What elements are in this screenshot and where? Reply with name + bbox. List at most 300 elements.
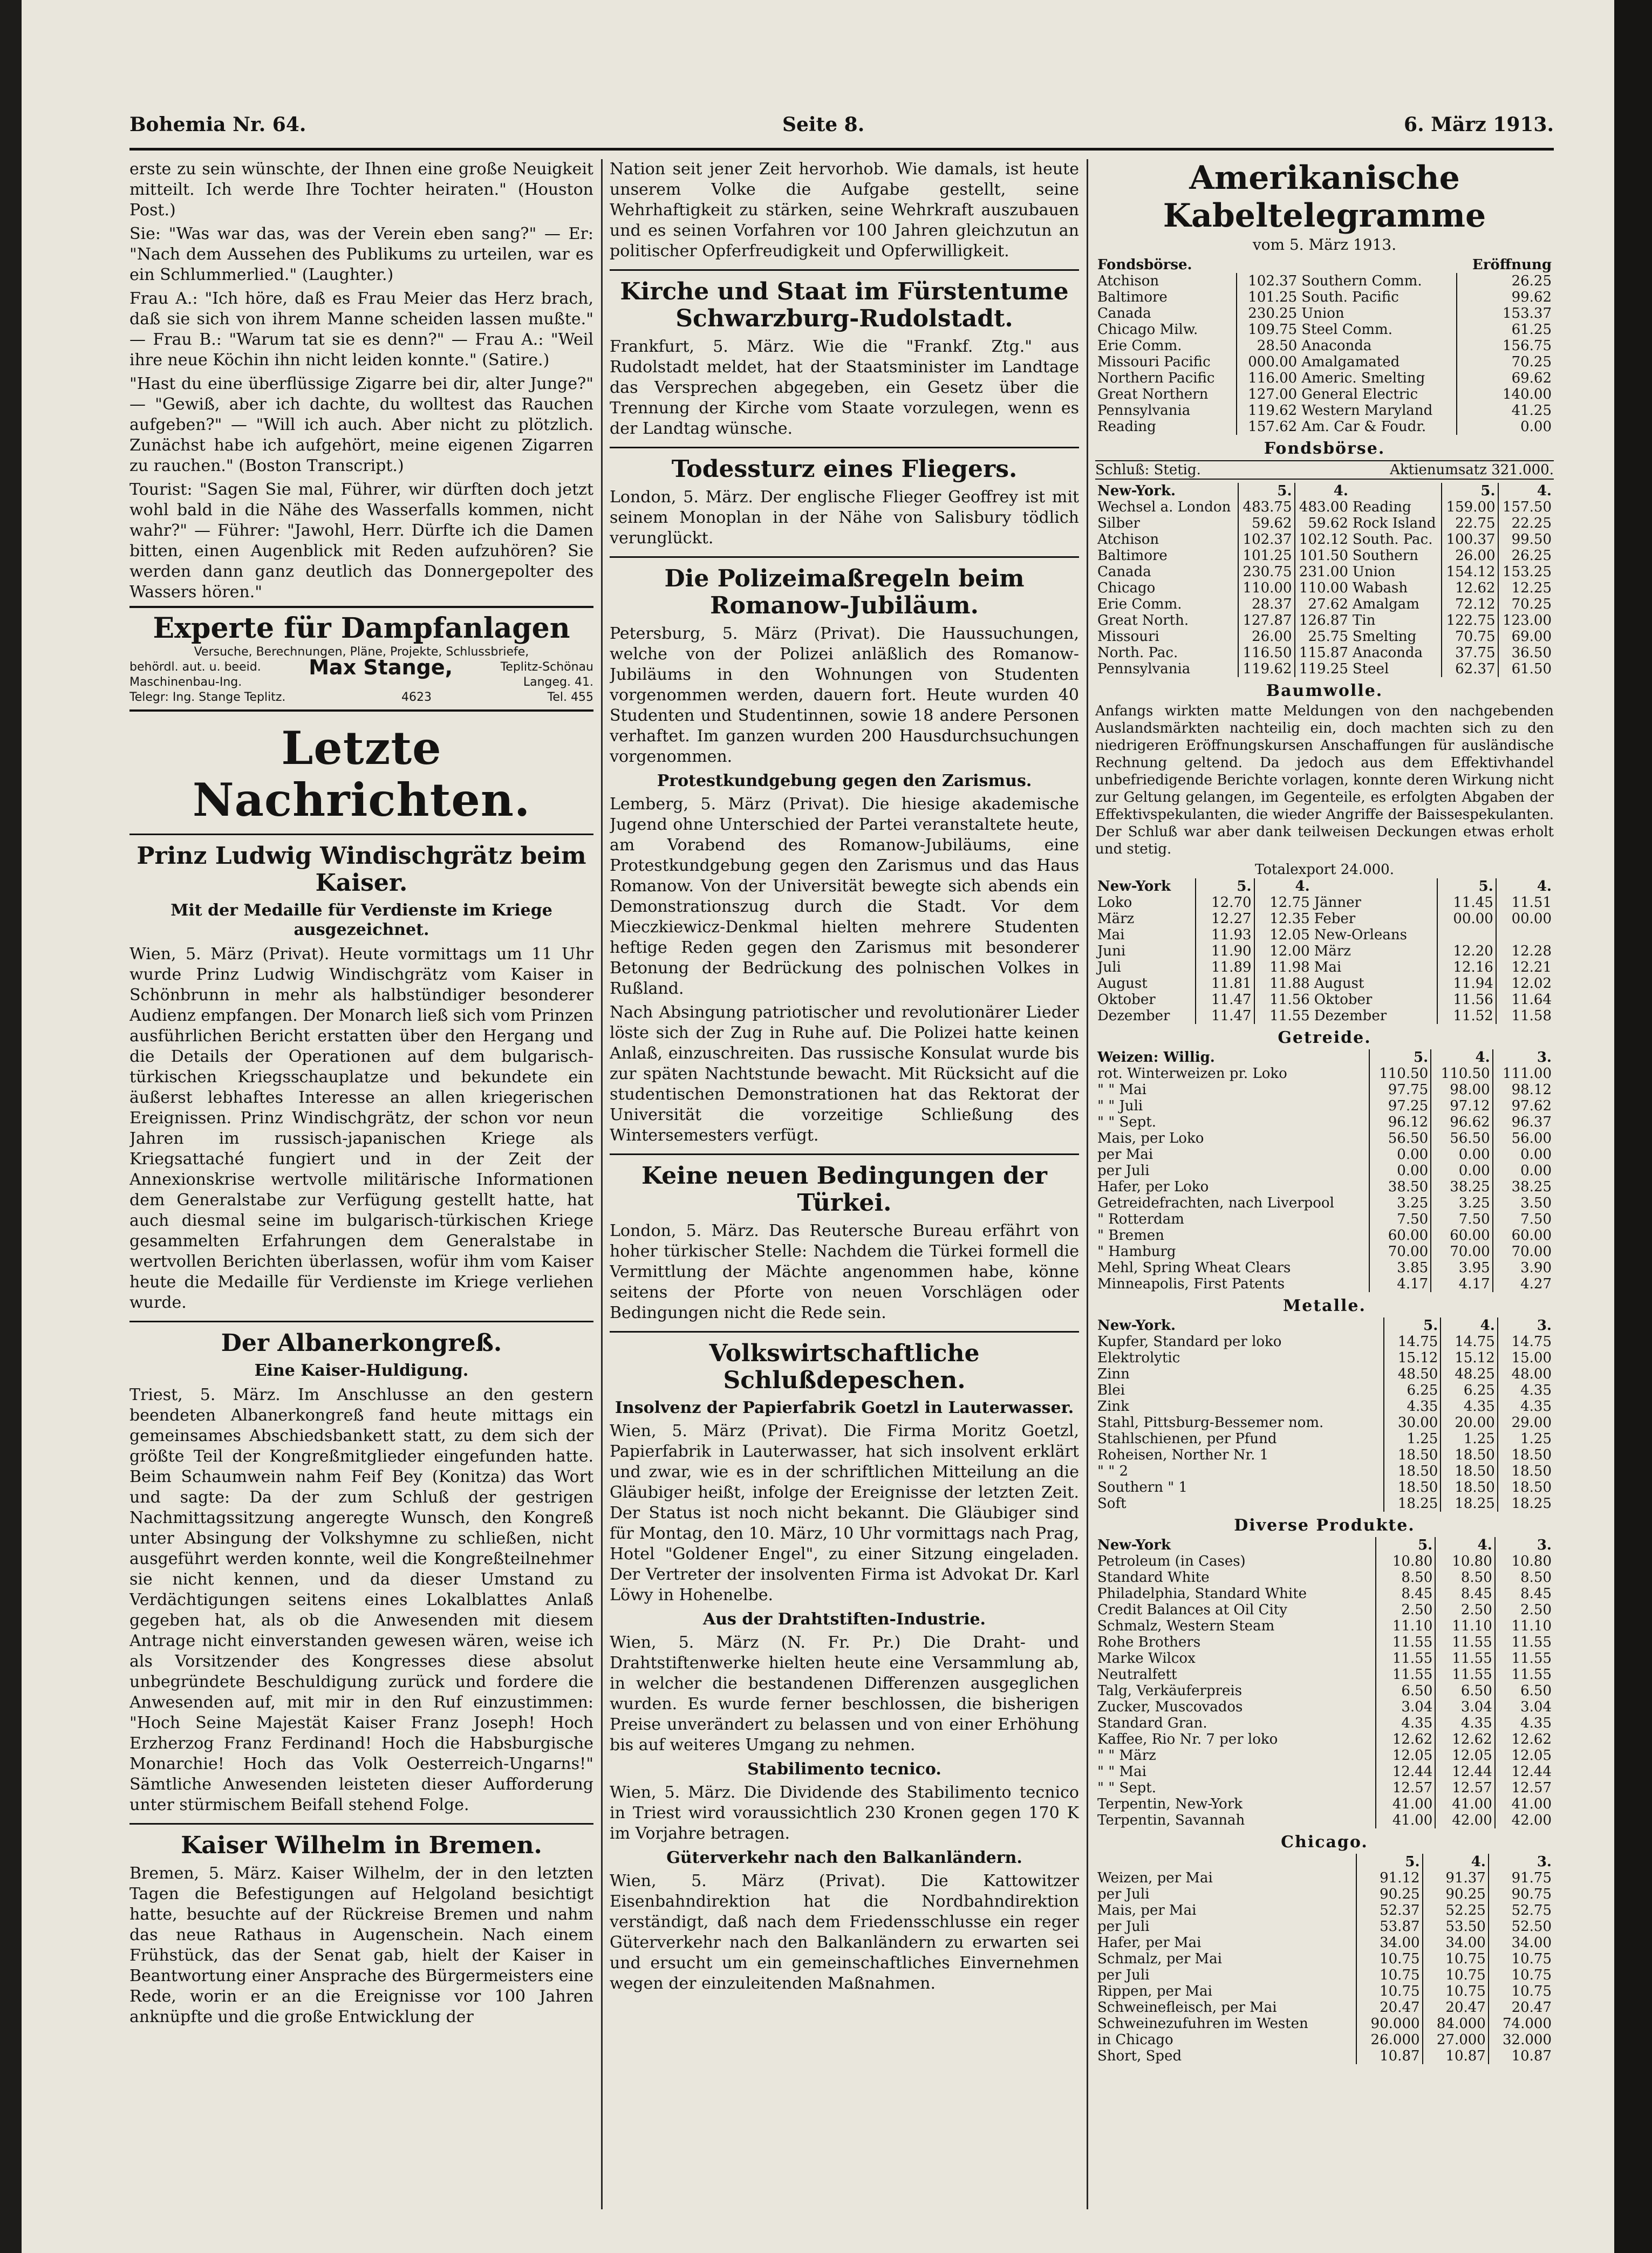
table-cell: Marke Wilcox xyxy=(1097,1650,1196,1667)
table-cell: 61.50 xyxy=(1498,661,1554,677)
table-cell: 10.75 xyxy=(1489,1951,1554,1967)
table-cell: 20.47 xyxy=(1423,1999,1489,2016)
table-cell: 10.75 xyxy=(1489,1983,1554,1999)
article-text: Lemberg, 5. März (Privat). Die hiesige akademische Jugend ohne Unterschied der Partei veranstaltete heute, am Vorabend des Romanow-Jubiläums, eine Protestkundgebung gegen den Zarismus und das Haus Romanow. Von der Universität bewegte sich abends ein Demonstrationszug durch die Stadt. Vor dem Mieczkiewicz-Denkmal hielten mehrere Studenten heftige Reden gegen den Zarismus mit besonderer Betonung der Bedrückung des polnischen Volkes in Rußland. xyxy=(610,795,1079,998)
article-title: Prinz Ludwig Windischgrätz beim Kaiser. xyxy=(136,842,586,897)
table-cell: 84.000 xyxy=(1423,2016,1489,2032)
table-cell: Talg, Verkäuferpreis xyxy=(1097,1683,1243,1699)
table-cell: 8.50 xyxy=(1376,1569,1436,1586)
table-header-cell xyxy=(1095,1854,1356,1870)
table-header-cell: 4. xyxy=(1441,1317,1497,1334)
article-subtitle: Eine Kaiser-Huldigung. xyxy=(254,1361,469,1380)
table-cell: 12.21 xyxy=(1496,959,1554,975)
table-row xyxy=(1095,629,1554,645)
table-row xyxy=(1095,1227,1554,1244)
table-cell: 11.56 xyxy=(1254,992,1312,1008)
table-cell: 11.64 xyxy=(1496,992,1554,1008)
table-row xyxy=(1095,1415,1554,1431)
table-section-title: Fondsbörse. xyxy=(1264,439,1385,458)
table-header-cell: 5. xyxy=(1437,878,1496,895)
table-cell: South. Pacific xyxy=(1301,289,1399,305)
table-row xyxy=(1095,1366,1554,1382)
table-row xyxy=(1095,1569,1554,1586)
table-cell: " " 2 xyxy=(1097,1463,1128,1479)
table-cell: 18.50 xyxy=(1441,1447,1497,1463)
table-header-cell: 3. xyxy=(1489,1854,1554,1870)
table-row xyxy=(1095,531,1554,548)
table-cell: 97.75 xyxy=(1369,1082,1431,1098)
table-header-cell: 3. xyxy=(1498,1317,1554,1334)
table-cell: 3.50 xyxy=(1493,1195,1554,1211)
table-cell: 90.000 xyxy=(1356,2016,1422,2032)
table-section-title: Baumwolle. xyxy=(1266,681,1383,700)
table-cell: Steel Comm. xyxy=(1301,322,1392,338)
table-cell: 96.62 xyxy=(1431,1114,1492,1130)
table-cell: Missouri xyxy=(1097,629,1159,645)
table-cell: " " Juli xyxy=(1097,1098,1143,1114)
page-header xyxy=(129,108,1554,146)
table-cell: 11.45 xyxy=(1437,895,1496,911)
table-cell: 12.44 xyxy=(1435,1764,1495,1780)
table-cell: 100.37 xyxy=(1442,531,1498,548)
table-cell: 53.50 xyxy=(1423,1919,1489,1935)
table-cell: 18.25 xyxy=(1384,1496,1441,1512)
table-cell: 0.00 xyxy=(1369,1163,1431,1179)
table-cell: 7.50 xyxy=(1369,1211,1431,1227)
divider xyxy=(129,1823,593,1825)
table-cell: 110.50 xyxy=(1369,1066,1431,1082)
table-cell: 18.50 xyxy=(1498,1447,1554,1463)
table-cell: 3.04 xyxy=(1376,1699,1436,1715)
table-cell: 156.75 xyxy=(1457,338,1554,354)
table-cell: 1.25 xyxy=(1498,1431,1554,1447)
table-cell: 11.90 xyxy=(1196,943,1254,959)
table-header-cell: New-York xyxy=(1097,878,1171,895)
table-cell: Am. Car & Foudr. xyxy=(1301,419,1426,435)
table-cell: 90.75 xyxy=(1489,1886,1554,1902)
table-cell: Amalgam xyxy=(1352,596,1419,612)
table-row xyxy=(1095,1618,1554,1634)
table-cell: Southern xyxy=(1352,548,1418,564)
table-cell: 157.62 xyxy=(1237,419,1299,435)
table-cell: Juni xyxy=(1097,943,1126,959)
table-cell: 00.00 xyxy=(1437,911,1496,927)
article-text: London, 5. März. Das Reutersche Bureau erfährt von hoher türkischer Stelle: Nachdem die Türkei formell die Vermittlung der Mächte angenommen habe, könne seitens der Pforte von neuen Vorschlägen oder Bedingungen nicht die Rede sein. xyxy=(610,1221,1079,1322)
table-cell: Schweinefleisch, per Mai xyxy=(1097,1999,1277,2016)
table-cell: Steel xyxy=(1352,661,1389,677)
table-row xyxy=(1095,1146,1554,1163)
table-cell: 98.00 xyxy=(1431,1082,1492,1098)
table-cell: Great Northern xyxy=(1097,386,1209,402)
table-cell: Roheisen, Norther Nr. 1 xyxy=(1097,1447,1269,1463)
table-cell: Atchison xyxy=(1097,273,1159,289)
table-row xyxy=(1095,1179,1554,1195)
table-cell: 3.04 xyxy=(1435,1699,1495,1715)
table-cell: 48.25 xyxy=(1441,1366,1497,1382)
table-cell: Juli xyxy=(1097,959,1121,975)
table-cell: 8.45 xyxy=(1495,1586,1554,1602)
scan-edge-left xyxy=(0,0,22,2253)
table-cell: South. Pac. xyxy=(1352,531,1433,548)
table-row xyxy=(1095,1650,1554,1667)
table-cell: 20.47 xyxy=(1356,1999,1422,2016)
table-cell: 1.25 xyxy=(1441,1431,1497,1447)
table-row xyxy=(1095,1098,1554,1114)
divider xyxy=(610,1331,1079,1333)
table-cell: Blei xyxy=(1097,1382,1125,1398)
table-cell: 3.90 xyxy=(1493,1260,1554,1276)
table-cell: 119.25 xyxy=(1295,661,1350,677)
table-cell: Reading xyxy=(1352,499,1411,515)
table-cell: 11.55 xyxy=(1435,1650,1495,1667)
table-row xyxy=(1095,927,1554,943)
table-row xyxy=(1095,1983,1554,1999)
table-header-cell: 5. xyxy=(1376,1537,1436,1553)
table-cell: per Juli xyxy=(1097,1919,1150,1935)
table-header: Eröffnung xyxy=(1472,257,1552,273)
table-cell: New-Orleans xyxy=(1314,927,1407,943)
article-text: Frankfurt, 5. März. Wie die "Frankf. Ztg." aus Rudolstadt meldet, hat der Staatsminister im Landtage das Versprechen abgegeben, ein Gesetz über die Trennung der Kirche vom Staate vorzulegen, wenn es der Landtag wünsche. xyxy=(610,337,1079,438)
table-cell: 12.27 xyxy=(1196,911,1254,927)
table-cell: 10.75 xyxy=(1489,1967,1554,1983)
table-cell: 18.50 xyxy=(1498,1463,1554,1479)
table-cell: 00.00 xyxy=(1496,911,1554,927)
table-cell: 41.00 xyxy=(1435,1796,1495,1812)
table-row xyxy=(1095,370,1554,386)
table-cell: 115.87 xyxy=(1295,645,1350,661)
table-header-cell: New-York. xyxy=(1097,483,1176,499)
table-cell: Elektrolytic xyxy=(1097,1350,1180,1366)
table-cell: Standard Gran. xyxy=(1097,1715,1207,1731)
grain-table xyxy=(1095,1049,1554,1292)
table-cell: Schweinezufuhren im Westen xyxy=(1097,2016,1308,2032)
table-cell: 11.55 xyxy=(1495,1634,1554,1650)
table-row xyxy=(1095,515,1554,531)
table-cell: August xyxy=(1314,975,1364,992)
table-cell: 70.25 xyxy=(1457,354,1554,370)
table-row xyxy=(1095,1699,1554,1715)
table-cell: 101.25 xyxy=(1238,548,1294,564)
table-cell: " " Sept. xyxy=(1097,1780,1157,1796)
table-row xyxy=(1095,1334,1554,1350)
table-cell: 26.00 xyxy=(1238,629,1294,645)
anecdote: "Hast du eine überflüssige Zigarre bei dir, alter Junge?" — "Gewiß, aber ich dachte, du wolltest das Rauchen aufgeben?" — "Will ich auch. Aber nicht zu plötzlich. Zunächst habe ich aufgehört, meine eigenen Zigarren zu rauchen." (Boston Transcript.) xyxy=(129,374,593,475)
scan-edge-right xyxy=(1614,0,1652,2253)
ad-contact-row xyxy=(129,690,593,705)
table-cell: 11.10 xyxy=(1495,1618,1554,1634)
cotton-table xyxy=(1095,878,1554,1024)
ad-city: Teplitz-Schönau xyxy=(500,660,593,674)
table-cell: 11.98 xyxy=(1254,959,1312,975)
table-cell: 11.88 xyxy=(1254,975,1312,992)
divider xyxy=(129,834,593,835)
table-cell: " " März xyxy=(1097,1747,1156,1764)
table-row xyxy=(1095,1382,1554,1398)
table-cell: 10.75 xyxy=(1423,1967,1489,1983)
table-cell: 11.93 xyxy=(1196,927,1254,943)
table-cell: 59.62 xyxy=(1295,515,1350,531)
table-cell: 3.95 xyxy=(1431,1260,1492,1276)
table-cell: 11.81 xyxy=(1196,975,1254,992)
market-close-status: Schluß: Stetig. xyxy=(1095,462,1201,478)
table-cell: 91.12 xyxy=(1356,1870,1422,1886)
table-cell: 140.00 xyxy=(1457,386,1554,402)
table-cell: Hafer, per Loko xyxy=(1097,1179,1209,1195)
table-cell: 18.25 xyxy=(1498,1496,1554,1512)
table-cell: 12.70 xyxy=(1196,895,1254,911)
table-cell xyxy=(1496,927,1554,943)
ad-telegram: Telegr: Ing. Stange Teplitz. xyxy=(129,691,286,704)
table-cell: Schmalz, per Mai xyxy=(1097,1951,1222,1967)
table-cell: 3.04 xyxy=(1495,1699,1554,1715)
table-cell: 11.55 xyxy=(1435,1667,1495,1683)
table-cell: 37.75 xyxy=(1442,645,1498,661)
table-cell: Loko xyxy=(1097,895,1132,911)
table-row xyxy=(1095,1683,1554,1699)
table-cell: Baltimore xyxy=(1097,289,1168,305)
table-cell: 483.75 xyxy=(1238,499,1294,515)
table-cell: 22.25 xyxy=(1498,515,1554,531)
table-cell: Mais, per Mai xyxy=(1097,1902,1197,1919)
table-cell: 12.28 xyxy=(1496,943,1554,959)
table-cell: 116.50 xyxy=(1238,645,1294,661)
table-section-title: Diverse Produkte. xyxy=(1234,1516,1415,1535)
article-subheading: Protestkundgebung gegen den Zarismus. xyxy=(657,772,1032,790)
table-cell: Canada xyxy=(1097,305,1151,322)
table-cell: 10.80 xyxy=(1495,1553,1554,1569)
table-cell: 0.00 xyxy=(1493,1163,1554,1179)
table-cell: 6.50 xyxy=(1435,1683,1495,1699)
table-cell: 15.12 xyxy=(1441,1350,1497,1366)
table-row xyxy=(1095,2016,1554,2032)
article-subheading: Insolvenz der Papierfabrik Goetzl in Lauterwasser. xyxy=(615,1398,1074,1417)
table-cell: Short, Sped xyxy=(1097,2048,1182,2064)
table-cell: 11.94 xyxy=(1437,975,1496,992)
table-cell: März xyxy=(1314,943,1351,959)
table-cell: 102.37 xyxy=(1237,273,1299,289)
table-cell: 119.62 xyxy=(1237,402,1299,419)
table-row xyxy=(1095,1999,1554,2016)
table-cell: 59.62 xyxy=(1238,515,1294,531)
table-cell: 4.35 xyxy=(1495,1715,1554,1731)
table-cell: 70.00 xyxy=(1493,1244,1554,1260)
table-header-cell: 3. xyxy=(1493,1049,1554,1066)
table-cell: 12.62 xyxy=(1435,1731,1495,1747)
table-cell: 70.25 xyxy=(1498,596,1554,612)
table-cell: 25.75 xyxy=(1295,629,1350,645)
table-cell: 101.50 xyxy=(1295,548,1350,564)
column-divider-2 xyxy=(1087,159,1088,2209)
products-table xyxy=(1095,1537,1554,1828)
header-paper-name: Bohemia Nr. 64. xyxy=(129,113,306,136)
table-cell: 69.00 xyxy=(1498,629,1554,645)
table-row xyxy=(1095,564,1554,580)
table-cell: 4.35 xyxy=(1441,1398,1497,1415)
table-cell: Jänner xyxy=(1314,895,1361,911)
ad-street: Langeg. 41. xyxy=(523,675,593,689)
ad-title: Experte für Dampfanlagen xyxy=(153,612,570,645)
table-header-cell: 5. xyxy=(1238,483,1294,499)
table-row xyxy=(1095,612,1554,629)
ad-services: Versuche, Berechnungen, Pläne, Projekte, Schlussbriefe, xyxy=(194,645,529,659)
table-cell: per Juli xyxy=(1097,1967,1150,1983)
article-text: Triest, 5. März. Im Anschlusse an den gestern beendeten Albanerkongreß fand heute mittags ein gemeinsames Abschiedsbankett statt, zu dem sich der größte Teil der Kongreßmitglieder eingefunden hatte. Beim Schaumwein nahm Feif Bey (Konitza) das Wort und sagte: Da der zum Schluß der gestrigen Nachmittagssitzung angeregte Wunsch, den Kongreß unter Absingung der Volkshymne zu schließen, nicht ausgeführt werden konnte, weil die Kongreßteilnehmer sie nicht kennen, und da dieser Umstand zu Verdächtigungen seitens eines Lokalblattes Anlaß gegeben hat, als ob die Anwesenden mit diesem Antrage nicht einverstanden gewesen wären, weise ich als Vorsitzender des Kongresses diese absolut unbegründete Beschuldigung zurück und fordere die Anwesenden auf, mit mir in den Ruf einzustimmen: "Hoch Seine Majestät Kaiser Franz Joseph! Hoch Erzherzog Franz Ferdinand! Hoch die Habsburgische Monarchie! Hoch das Volk Oesterreich-Ungarns!" Sämtliche Anwesenden leisteten dieser Aufforderung unter stürmischem Beifall stehend Folge. xyxy=(129,1385,593,1814)
table-cell: Chicago xyxy=(1097,580,1156,596)
article-subheading: Stabilimento tecnico. xyxy=(747,1760,941,1779)
table-cell: 11.56 xyxy=(1437,992,1496,1008)
table-row xyxy=(1095,1350,1554,1366)
table-header-row xyxy=(1095,483,1554,499)
table-cell: 231.00 xyxy=(1295,564,1350,580)
column-left xyxy=(129,159,593,2031)
table-row xyxy=(1095,1008,1554,1024)
anecdote: Tourist: "Sagen Sie mal, Führer, wir dürften doch jetzt wohl bald in die Nähe des Wasserfalls kommen, nicht wahr?" — Führer: "Jawohl, Herr. Dürfte ich die Damen bitten, einen Augenblick mit Reden aufzuhören? Sie werden dann ganz deutlich das Donnergepolter des Wassers hören." xyxy=(129,480,593,602)
table-cell: 12.57 xyxy=(1376,1780,1436,1796)
table-cell: 36.50 xyxy=(1498,645,1554,661)
table-row xyxy=(1095,1812,1554,1828)
market-summary xyxy=(1095,460,1554,480)
table-cell: 91.37 xyxy=(1423,1870,1489,1886)
table-row xyxy=(1095,1130,1554,1146)
table-cell: Erie Comm. xyxy=(1097,338,1182,354)
table-row xyxy=(1095,1667,1554,1683)
table-cell: 42.00 xyxy=(1435,1812,1495,1828)
table-cell: 10.75 xyxy=(1356,1967,1422,1983)
table-cell: 34.00 xyxy=(1423,1935,1489,1951)
table-cell: 62.37 xyxy=(1442,661,1498,677)
table-cell: 32.000 xyxy=(1489,2032,1554,2048)
table-header-cell: 5. xyxy=(1384,1317,1441,1334)
table-cell: 153.37 xyxy=(1457,305,1554,322)
table-row xyxy=(1095,1796,1554,1812)
table-cell: 98.12 xyxy=(1493,1082,1554,1098)
table-row xyxy=(1095,548,1554,564)
table-cell: 4.17 xyxy=(1431,1276,1492,1292)
table-cell: Silber xyxy=(1097,515,1140,531)
table-cell: 12.35 xyxy=(1254,911,1312,927)
table-row xyxy=(1095,975,1554,992)
table-cell: Missouri Pacific xyxy=(1097,354,1211,370)
table-cell: 153.25 xyxy=(1498,564,1554,580)
table-cell: Amalgamated xyxy=(1301,354,1400,370)
divider xyxy=(610,269,1079,271)
table-cell: 1.25 xyxy=(1384,1431,1441,1447)
table-cell: 90.25 xyxy=(1356,1886,1422,1902)
article-title: Keine neuen Bedingungen der Türkei. xyxy=(641,1162,1047,1217)
table-cell: 38.25 xyxy=(1431,1179,1492,1195)
table-header-cell xyxy=(1312,878,1438,895)
table-cell: " Bremen xyxy=(1097,1227,1164,1244)
table-row xyxy=(1095,895,1554,911)
table-cell: 101.25 xyxy=(1237,289,1299,305)
table-cell: 230.25 xyxy=(1237,305,1299,322)
table-cell: 74.000 xyxy=(1489,2016,1554,2032)
table-header-cell: 4. xyxy=(1435,1537,1495,1553)
table-cell: 20.00 xyxy=(1441,1415,1497,1431)
article-title: Die Polizeimaßregeln beim Romanow-Jubiläum. xyxy=(664,565,1025,619)
table-cell: 41.00 xyxy=(1376,1812,1436,1828)
table-row xyxy=(1095,386,1554,402)
table-row xyxy=(1095,2032,1554,2048)
table-cell: 48.50 xyxy=(1384,1366,1441,1382)
table-row xyxy=(1095,1951,1554,1967)
table-cell: 18.50 xyxy=(1441,1479,1497,1496)
table-header-row xyxy=(1095,878,1554,895)
table-cell: per Juli xyxy=(1097,1163,1150,1179)
table-cell: 12.02 xyxy=(1496,975,1554,992)
table-cell: 12.62 xyxy=(1442,580,1498,596)
table-cell xyxy=(1437,927,1496,943)
table-cell: Union xyxy=(1352,564,1396,580)
table-cell: 34.00 xyxy=(1489,1935,1554,1951)
table-row xyxy=(1095,1244,1554,1260)
section-title: Letzte Nachrichten. xyxy=(192,721,531,827)
table-cell: per Juli xyxy=(1097,1886,1150,1902)
table-cell: 70.75 xyxy=(1442,629,1498,645)
table-cell: Americ. Smelting xyxy=(1301,370,1425,386)
table-cell: 26.25 xyxy=(1498,548,1554,564)
table-header-cell: 4. xyxy=(1423,1854,1489,1870)
table-cell: 8.50 xyxy=(1435,1569,1495,1586)
ny-stocks-table xyxy=(1095,483,1554,677)
table-cell: 14.75 xyxy=(1441,1334,1497,1350)
table-cell: 12.05 xyxy=(1254,927,1312,943)
table-row xyxy=(1095,1398,1554,1415)
table-header-row xyxy=(1095,1537,1554,1553)
article-text: Wien, 5. März (N. Fr. Pr.) Die Draht- und Drahtstiftenwerke hielten heute eine Versammlung ab, in welcher die bestandenen Differenzen ausgeglichen wurden. Es wurde ferner beschlossen, die bisherigen Preise unverändert zu belassen und von einer Erhöhung bis auf weiteres Umgang zu nehmen. xyxy=(610,1633,1079,1754)
table-cell: 27.000 xyxy=(1423,2032,1489,2048)
table-cell: Dezember xyxy=(1097,1008,1170,1024)
anecdote: Sie: "Was war das, was der Verein eben sang?" — Er: "Nach dem Aussehen des Publikums zu urteilen, war es ein Schlummerlied." (Laughter.) xyxy=(129,224,593,284)
table-cell: 6.25 xyxy=(1441,1382,1497,1398)
table-cell: 6.50 xyxy=(1376,1683,1436,1699)
table-cell: 12.57 xyxy=(1495,1780,1554,1796)
article-text: Wien, 5. März (Privat). Die Kattowitzer Eisenbahndirektion hat die Nordbahndirektion verständigt, daß nach dem Friedensschlusse ein reger Güterverkehr nach den Balkanländern zu erwarten sei und ersucht um ein gemeinschaftliches Einvernehmen wegen der einzuleitenden Maßnahmen. xyxy=(610,1872,1079,1993)
article-subtitle: Mit der Medaille für Verdienste im Kriege ausgezeichnet. xyxy=(170,901,552,939)
table-cell: 4.17 xyxy=(1369,1276,1431,1292)
table-cell: 109.75 xyxy=(1237,322,1299,338)
table-row xyxy=(1095,1066,1554,1082)
table-row xyxy=(1095,943,1554,959)
table-header-cell: 5. xyxy=(1442,483,1498,499)
table-cell: 15.12 xyxy=(1384,1350,1441,1366)
article-title: Der Albanerkongreß. xyxy=(221,1329,502,1357)
table-cell: 3.85 xyxy=(1369,1260,1431,1276)
table-cell: 12.44 xyxy=(1495,1764,1554,1780)
table-row xyxy=(1095,1082,1554,1098)
table-cell: Mais, per Loko xyxy=(1097,1130,1204,1146)
table-cell: 52.75 xyxy=(1489,1902,1554,1919)
table-cell: per Mai xyxy=(1097,1146,1153,1163)
table-cell: 28.50 xyxy=(1237,338,1299,354)
table-cell: Terpentin, New-York xyxy=(1097,1796,1243,1812)
table-row xyxy=(1095,322,1554,338)
table-cell: 10.75 xyxy=(1423,1983,1489,1999)
table-cell: 18.50 xyxy=(1384,1463,1441,1479)
table-cell: 10.87 xyxy=(1356,2048,1422,2064)
table-cell: 2.50 xyxy=(1495,1602,1554,1618)
table-row xyxy=(1095,1463,1554,1479)
table-header-cell: Weizen: Willig. xyxy=(1097,1049,1215,1066)
table-cell: Atchison xyxy=(1097,531,1159,548)
table-row xyxy=(1095,402,1554,419)
table-cell: 11.55 xyxy=(1495,1650,1554,1667)
table-header-cell: 4. xyxy=(1295,483,1350,499)
table-cell: 157.50 xyxy=(1498,499,1554,515)
table-cell: 0.00 xyxy=(1493,1146,1554,1163)
table-cell: Wabash xyxy=(1352,580,1408,596)
table-cell: Oktober xyxy=(1097,992,1156,1008)
